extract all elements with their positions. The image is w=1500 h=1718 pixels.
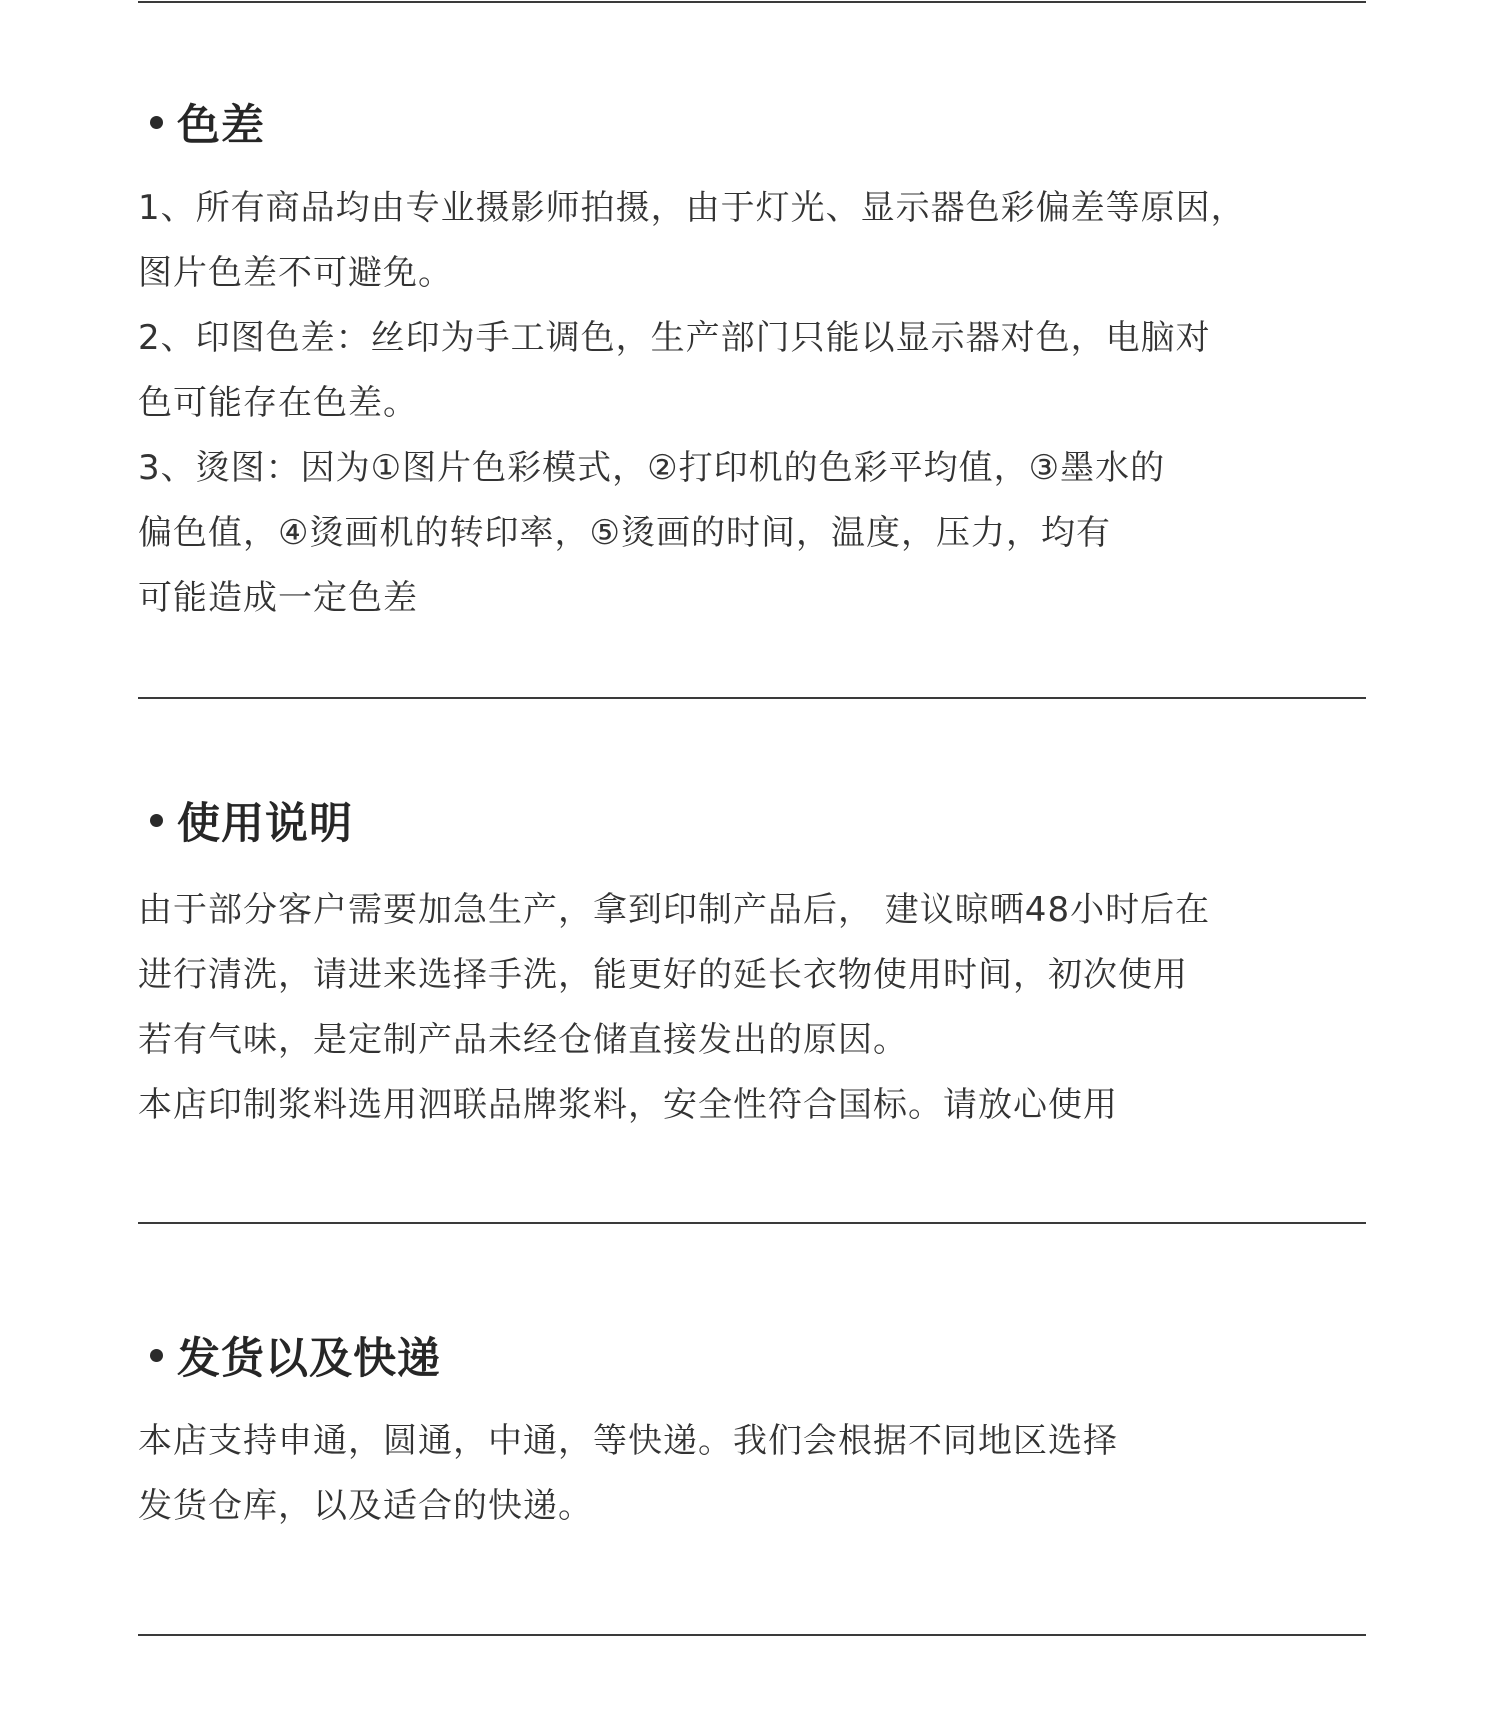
section-heading	[138, 1325, 1366, 1385]
section-usage-instructions	[138, 790, 1366, 1138]
body-line: 1、所有商品均由专业摄影师拍摄，由于灯光、显示器色彩偏差等原因，	[138, 188, 1246, 228]
section-divider	[138, 697, 1366, 699]
body-line: 若有气味，是定制产品未经仓储直接发出的原因。	[138, 1020, 908, 1060]
section-title: 色差	[177, 100, 265, 151]
section-body	[138, 1409, 1366, 1539]
section-shipping	[138, 1325, 1366, 1539]
body-line: 本店支持申通，圆通，中通，等快递。我们会根据不同地区选择	[138, 1421, 1118, 1461]
body-line: 发货仓库，以及适合的快递。	[138, 1486, 593, 1526]
body-line: 3、烫图：因为①图片色彩模式，②打印机的色彩平均值，③墨水的	[138, 448, 1166, 488]
body-line: 由于部分客户需要加急生产，拿到印制产品后， 建议晾晒48小时后在	[138, 890, 1211, 930]
bullet-icon	[150, 814, 163, 827]
section-divider	[138, 1222, 1366, 1224]
section-body	[138, 878, 1366, 1138]
body-line: 色可能存在色差。	[138, 383, 418, 423]
section-body	[138, 176, 1366, 631]
body-line: 本店印制浆料选用泗联品牌浆料，安全性符合国标。请放心使用	[138, 1085, 1118, 1125]
bottom-divider	[138, 1634, 1366, 1636]
body-line: 进行清洗，请进来选择手洗，能更好的延长衣物使用时间，初次使用	[138, 955, 1188, 995]
section-heading	[138, 790, 1366, 850]
section-title: 发货以及快递	[177, 1333, 441, 1384]
bullet-icon	[150, 116, 163, 129]
top-divider	[138, 1, 1366, 3]
bullet-icon	[150, 1349, 163, 1362]
body-line: 偏色值，④烫画机的转印率，⑤烫画的时间，温度，压力，均有	[138, 513, 1111, 553]
body-line: 2、印图色差：丝印为手工调色，生产部门只能以显示器对色，电脑对	[138, 318, 1211, 358]
section-heading	[138, 92, 1366, 152]
section-title: 使用说明	[177, 798, 353, 849]
section-color-difference	[138, 92, 1366, 631]
body-line: 图片色差不可避免。	[138, 253, 453, 293]
body-line: 可能造成一定色差	[138, 578, 418, 618]
